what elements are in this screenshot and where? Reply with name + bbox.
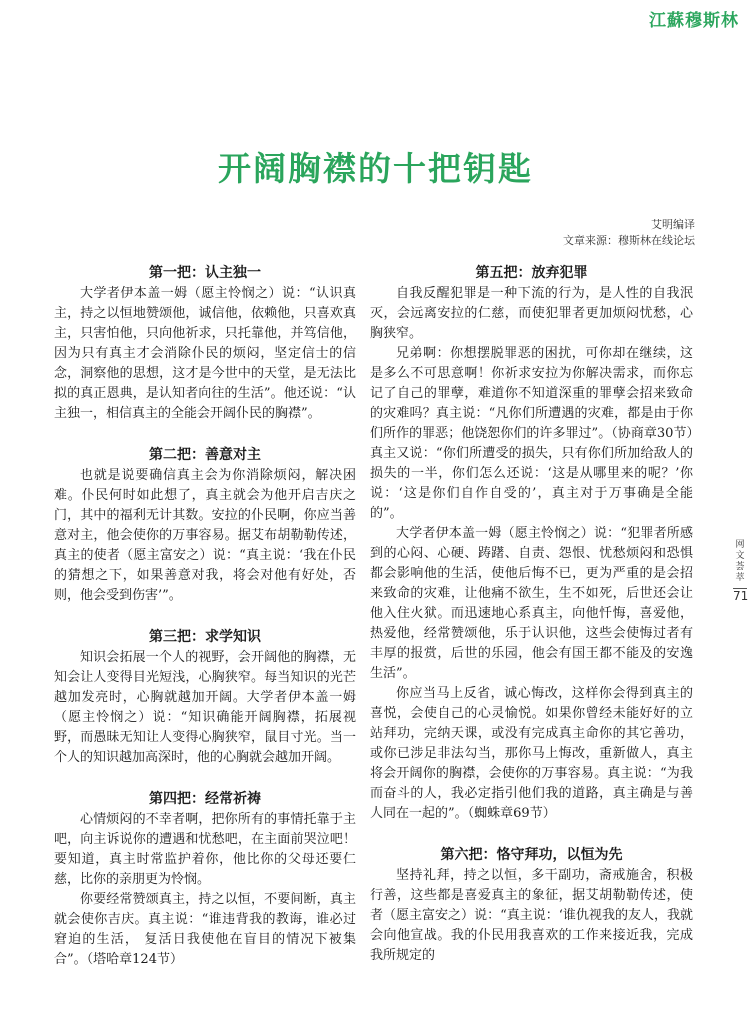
paragraph: 大学者伊本盖一姆（愿主怜悯之）说：“认识真主，持之以恒地赞颂他，诚信他，依赖他，只喜欢真主，只害怕他，只向他祈求，只托靠他，并笃信他，因为只有真主才会消除仆民的烦闷，坚定信士的信念，洞察他的思想，这才是今世中的天堂，是无法比拟的真正恩典，是认知者向往的生活”。他还说：“认主独一，相信真主的全能会开阔仆民的胸襟”。 — [54, 286, 356, 421]
section-title: 第一把：认主独一 — [149, 265, 261, 281]
paragraph: 坚持礼拜，持之以恒，多干副功，斋戒施舍，积极行善，这些都是喜爱真主的象征，据艾胡勒勒传述，使者（愿主富安之）说：“真主说：‘谁仇视我的友人，我就会向他宣战。我的仆民用我喜欢的工作来接近我，完成我所规定的 — [370, 868, 693, 963]
paragraph: 也就是说要确信真主会为你消除烦闷，解决困难。仆民何时如此想了，真主就会为他开启吉庆之门，其中的福利无计其数。安拉的仆民啊，你应当善意对主，他会使你的万事容易。据艾布胡勒勒传述，真主的使者（愿主富安之）说：“真主说：‘我在仆民的猜想之下，如果善意对我，将会对他有好处，否则，他会受到伤害’”。 — [54, 468, 356, 603]
paragraph: 大学者伊本盖一姆（愿主怜悯之）说：“犯罪者所感到的心闷、心硬、踌躇、自责、怨恨、忧愁烦闷和恐惧都会影响他的生活，使他后悔不已，更为严重的是会招来致命的灾难，让他痛不欲生，生不如死，后世还会让他入住火狱。而迅速地心系真主，向他忏悔，喜爱他，热爱他，经常赞颂他，乐于认识他，这些会使悔过者有丰厚的报赏，后世的乐园，他会有国王都不能及的安逸生活”。 — [370, 526, 693, 681]
page-number: 71 — [733, 589, 749, 603]
paragraph: 你要经常赞颂真主，持之以恒，不要间断，真主就会使你吉庆。真主说：“谁违背我的教诲，谁必过窘迫的生活， 复活日我使他在盲目的情况下被集合”。（塔哈章124节） — [54, 892, 356, 967]
section-title: 第二把：善意对主 — [149, 447, 261, 463]
editor-credit: 艾明编译 — [651, 218, 695, 231]
right-column — [370, 262, 693, 966]
section-title: 第四把：经常祈祷 — [149, 791, 261, 807]
paragraph: 你应当马上反省，诚心悔改，这样你会得到真主的喜悦，会使自己的心灵愉悦。如果你曾经未能好好的立站拜功，完纳天课，或没有完成真主命你的其它善功，或你已涉足非法勾当，那你马上悔改，重新做人，真主将会开阔你的胸襟，会使你的万事容易。真主说：“为我而奋斗的人，我必定指引他们我的道路，真主确是与善人同在一起的”。（蜘蛛章69节） — [370, 686, 693, 821]
paragraph: 兄弟啊：你想摆脱罪恶的困扰，可你却在继续，这是多么不可思意啊！你祈求安拉为你解决需求，而你忘记了自己的罪孽，难道你不知道深重的罪孽会招来致命的灾难吗？真主说：“凡你们所遭遇的灾难，都是由于你们所作的罪恶；他饶恕你们的许多罪过”。（协商章30节）真主又说：“你们所遭受的损失，只有你们所加给敌人的损失的一半，你们怎么还说：‘这是从哪里来的呢？’你说：‘这是你们自作自受的’，真主对于万事确是全能的”。 — [370, 346, 693, 521]
article-title: 开阔胸襟的十把钥匙 — [218, 149, 533, 188]
paragraph: 心情烦闷的不幸者啊，把你所有的事情托靠于主吧，向主诉说你的遭遇和忧愁吧，在主面前哭泣吧！要知道，真主时常监护着你，他比你的父母还要仁慈，比你的亲朋更为怜悯。 — [54, 812, 356, 887]
section-title: 第三把：求学知识 — [149, 629, 261, 645]
left-column — [54, 262, 356, 970]
section-title: 第六把：恪守拜功，以恒为先 — [440, 847, 623, 863]
paragraph: 自我反醒犯罪是一种下流的行为，是人性的自我泯灭，会远离安拉的仁慈，而使犯罪者更加烦闷忧愁，心胸狭窄。 — [370, 286, 693, 341]
paragraph: 知识会拓展一个人的视野，会开阔他的胸襟，无知会让人变得目光短浅，心胸狭窄。每当知识的光芒越加发亮时，心胸就越加开阔。大学者伊本盖一姆（愿主怜悯之）说：“知识确能开阔胸襟，拓展视野，而愚昧无知让人变得心胸狭窄，鼠目寸光。当一个人的知识越加高深时，他的心胸就会越加开阔。 — [54, 650, 356, 765]
page-marker — [733, 540, 747, 602]
column-label: 网文荟萃 — [735, 540, 745, 583]
section-title: 第五把：放弃犯罪 — [475, 265, 588, 281]
source-credit: 文章来源：穆斯林在线论坛 — [563, 234, 695, 247]
publication-logo: 江蘇穆斯林 — [649, 11, 739, 31]
article-credits — [563, 217, 695, 249]
